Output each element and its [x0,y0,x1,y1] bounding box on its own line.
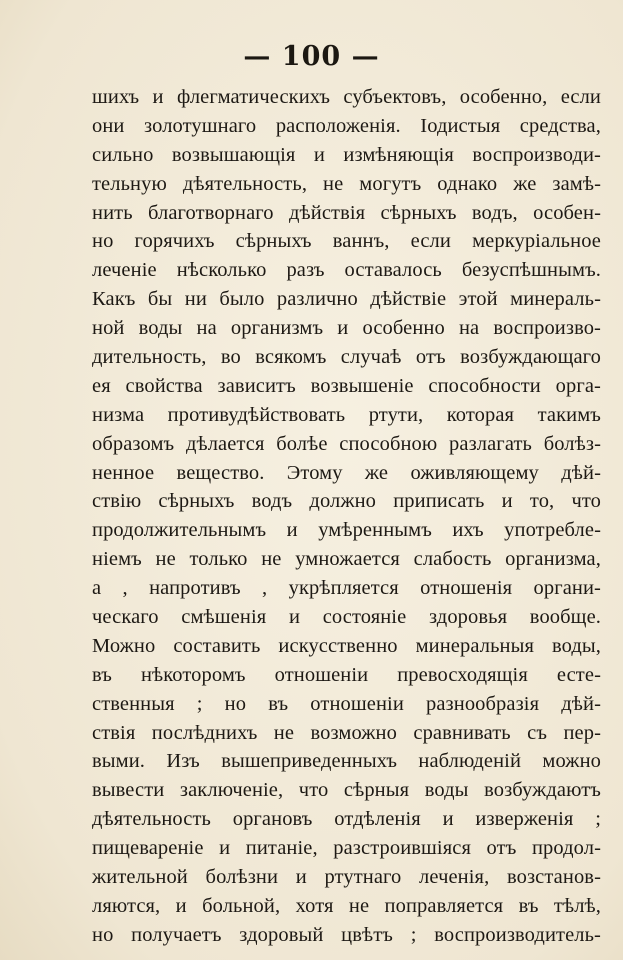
text-line: жительной болѣзни и ртутнаго леченія, возстанов- [92,866,601,889]
text-line: низма противудѣйствовать ртути, которая такимъ [92,403,601,426]
text-line: образомъ дѣлается болѣе способною разлагать болѣз- [92,432,601,455]
text-line: выми. Изъ вышеприведенныхъ наблюденій можно [92,750,601,773]
text-line: ніемъ не только не умножается слабость организма, [92,548,601,571]
text-line: леченіе нѣсколько разъ оставалось безуспѣшнымъ. [92,259,601,282]
text-line: но получаетъ здоровый цвѣтъ ; воспроизводитель- [92,923,601,946]
body-text [92,83,601,950]
text-line: ствію сѣрныхъ водъ должно приписать и то, что [92,490,601,513]
text-line: тельную дѣятельность, не могутъ однако же замѣ- [92,172,601,195]
text-line: дѣятельность органовъ отдѣленія и изверженія ; [92,808,601,831]
text-line: но горячихъ сѣрныхъ ваннъ, если меркуріальное [92,230,601,253]
text-line: въ нѣкоторомъ отношеніи превосходящія есте- [92,663,601,686]
text-line: ненное вещество. Этому же оживляющему дѣй- [92,461,601,484]
text-line: шихъ и флегматическихъ субъектовъ, особенно, если [92,86,601,108]
text-line: ляются, и больной, хотя не поправляется въ тѣлѣ, [92,894,601,917]
page-number: — 100 — [243,41,380,72]
text-line: ствія послѣднихъ не возможно сравнивать съ пер- [92,721,601,744]
text-line: они золотушнаго расположенія. Іодистыя средства, [92,114,601,137]
text-line: дительность, во всякомъ случаѣ отъ возбуждающаго [92,346,601,369]
text-line: вывести заключеніе, что сѣрныя воды возбуждаютъ [92,779,601,802]
text-line: продолжительнымъ и умѣреннымъ ихъ употребле- [92,519,601,542]
text-line: ственныя ; но въ отношеніи разнообразія дѣй- [92,692,601,715]
text-line: ческаго смѣшенія и состояніе здоровья вообще. [92,606,601,629]
text-line: Какъ бы ни было различно дѣйствіе этой минераль- [92,288,601,311]
text-line: Можно составить искусственно минеральныя воды, [92,634,601,657]
text-line: сильно возвышающія и измѣняющія воспроизводи- [92,143,601,166]
text-line: а , напротивъ , укрѣпляется отношенія органи- [92,577,601,600]
text-line: ея свойства зависитъ возвышеніе способности орга- [92,374,601,397]
text-line: нить благотворнаго дѣйствія сѣрныхъ водъ, особен- [92,201,601,224]
text-line: ной воды на организмъ и особенно на воспроизво- [92,317,601,340]
text-line: пищевареніе и питаніе, разстроившіяся отъ продол- [92,837,601,860]
